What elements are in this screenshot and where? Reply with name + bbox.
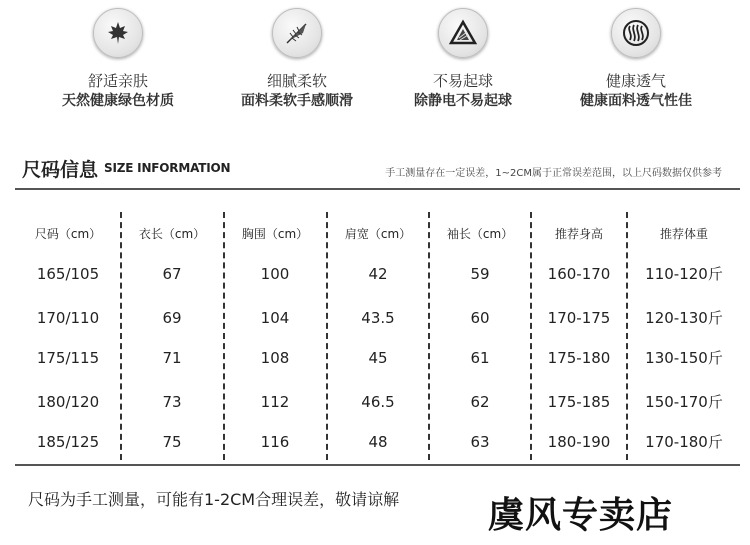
maple-leaf-icon <box>93 8 143 58</box>
table-cell: 63 <box>470 433 490 451</box>
size-section-subtitle: SIZE INFORMATION <box>104 161 231 175</box>
table-cell: 110-120斤 <box>645 265 723 283</box>
table-cell: 100 <box>260 265 290 283</box>
feature-title: 舒适亲肤 <box>87 72 148 90</box>
table-header-cell: 肩宽（cm） <box>344 227 412 241</box>
feature-anti-pilling <box>373 8 553 111</box>
table-cell: 175/115 <box>36 349 100 367</box>
feature-title: 细腻柔软 <box>266 72 327 90</box>
table-cell: 62 <box>470 393 490 411</box>
size-section-title: 尺码信息 <box>22 159 99 181</box>
table-cell: 170-180斤 <box>645 433 723 451</box>
table-cell: 45 <box>368 349 388 367</box>
table-cell: 180/120 <box>36 393 100 411</box>
table-header-cell: 袖长（cm） <box>446 227 514 241</box>
table-cell: 104 <box>260 309 290 327</box>
table-cell: 150-170斤 <box>645 393 723 411</box>
column-divider <box>223 212 225 460</box>
store-name: 虞风专卖店 <box>488 494 674 536</box>
table-cell: 60 <box>470 309 490 327</box>
feature-subtitle: 健康面料透气性佳 <box>580 93 692 109</box>
triangle-icon <box>438 8 488 58</box>
table-cell: 59 <box>470 265 490 283</box>
feature-breathable <box>546 8 726 111</box>
table-cell: 180-190 <box>547 433 611 451</box>
table-cell: 165/105 <box>36 265 100 283</box>
table-header-cell: 推荐体重 <box>659 227 708 241</box>
feature-subtitle: 除静电不易起球 <box>414 93 512 109</box>
table-cell: 130-150斤 <box>645 349 723 367</box>
column-divider <box>428 212 430 460</box>
column-divider <box>120 212 122 460</box>
table-cell: 73 <box>162 393 182 411</box>
table-cell: 75 <box>162 433 182 451</box>
table-cell: 69 <box>162 309 182 327</box>
feature-subtitle: 天然健康绿色材质 <box>62 93 174 109</box>
table-cell: 120-130斤 <box>645 309 723 327</box>
table-cell: 175-180 <box>547 349 611 367</box>
divider-bottom <box>15 464 740 466</box>
table-cell: 175-185 <box>547 393 611 411</box>
features-strip <box>0 0 750 130</box>
table-header-cell: 推荐身高 <box>554 227 603 241</box>
table-cell: 61 <box>470 349 490 367</box>
feature-comfort <box>28 8 208 111</box>
table-header-cell: 胸围（cm） <box>241 227 309 241</box>
table-header-cell: 衣长（cm） <box>138 227 206 241</box>
table-cell: 46.5 <box>361 393 395 411</box>
table-cell: 170/110 <box>36 309 100 327</box>
column-divider <box>626 212 628 460</box>
size-section-note: 手工测量存在一定误差，1~2CM属于正常误差范围，以上尺码数据仅供参考 <box>385 168 722 179</box>
table-cell: 170-175 <box>547 309 611 327</box>
table-cell: 43.5 <box>361 309 395 327</box>
table-header-cell: 尺码（cm） <box>34 227 102 241</box>
table-cell: 116 <box>260 433 290 451</box>
table-cell: 71 <box>162 349 182 367</box>
feature-softness <box>207 8 387 111</box>
divider-top <box>15 188 740 190</box>
table-cell: 112 <box>260 393 290 411</box>
feature-title: 不易起球 <box>432 72 493 90</box>
feather-icon <box>272 8 322 58</box>
table-cell: 48 <box>368 433 388 451</box>
footer-note: 尺码为手工测量，可能有1-2CM合理误差，敬请谅解 <box>28 490 400 509</box>
table-cell: 42 <box>368 265 388 283</box>
table-cell: 185/125 <box>36 433 100 451</box>
breathable-icon <box>611 8 661 58</box>
column-divider <box>530 212 532 460</box>
column-divider <box>326 212 328 460</box>
table-cell: 160-170 <box>547 265 611 283</box>
table-cell: 67 <box>162 265 182 283</box>
table-cell: 108 <box>260 349 290 367</box>
feature-title: 健康透气 <box>605 72 666 90</box>
feature-subtitle: 面料柔软手感顺滑 <box>241 93 353 109</box>
